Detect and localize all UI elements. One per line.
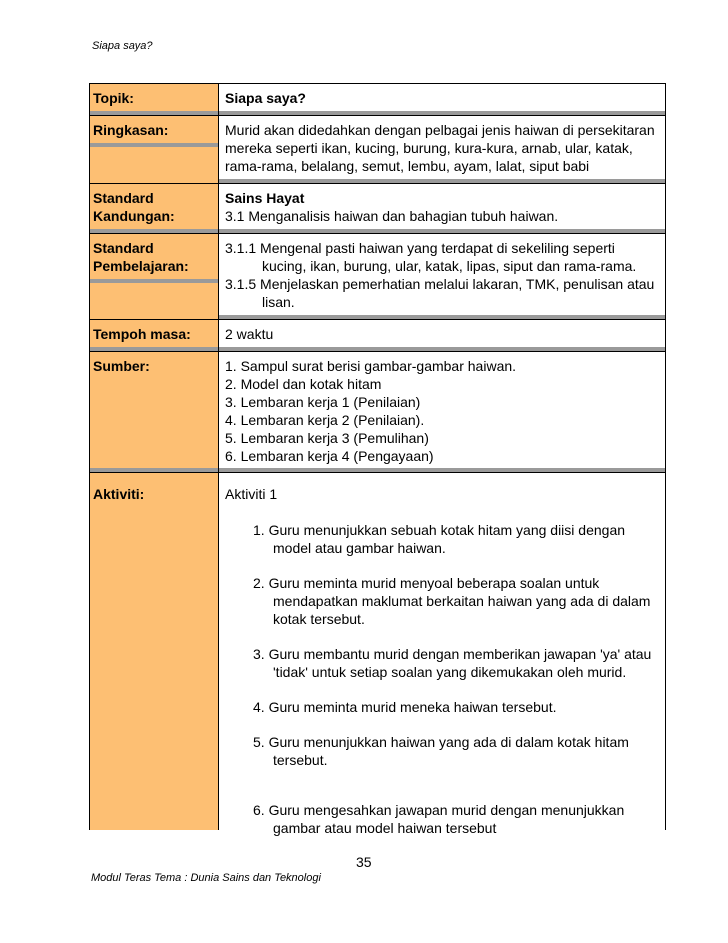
label-sumber: Sumber:	[90, 352, 218, 472]
running-header: Siapa saya?	[92, 40, 153, 52]
content-cell	[219, 352, 666, 473]
content-cell	[219, 184, 666, 234]
value-tempoh-masa: 2 waktu	[219, 320, 665, 351]
aktiviti-step: 6. Guru mengesahkan jawapan murid dengan menunjukkan gambar atau model haiwan tersebut	[253, 802, 625, 836]
list-item: 3. Lembaran kerja 1 (Penilaian)	[225, 394, 421, 410]
label-standard-pembelajaran	[90, 234, 218, 283]
aktiviti-step: 5. Guru menunjukkan haiwan yang ada di dalam kotak hitam tersebut.	[253, 734, 629, 768]
value-sumber	[219, 352, 665, 472]
list-item: 1. Sampul surat berisi gambar-gambar haiwan.	[225, 358, 517, 374]
standard-pembelajaran-item: 3.1.5 Menjelaskan pemerhatian melalui lakaran, TMK, penulisan atau lisan.	[225, 276, 655, 310]
sumber-list	[225, 357, 661, 465]
value-aktiviti	[219, 473, 665, 836]
label-ringkasan: Ringkasan:	[90, 116, 218, 147]
label-cell	[90, 234, 219, 320]
row-topik	[90, 84, 666, 116]
label-cell	[90, 320, 219, 352]
label-aktiviti: Aktiviti:	[93, 486, 145, 502]
standard-pembelajaran-item: 3.1.1 Mengenal pasti haiwan yang terdapat di sekeliling seperti kucing, ikan, burung, ular, katak, lipas, siput dan rama-rama.	[225, 240, 637, 274]
content-cell	[219, 320, 666, 352]
label-cell	[90, 473, 219, 831]
label-cell	[90, 116, 219, 184]
label-tempoh-masa: Tempoh masa:	[90, 320, 218, 351]
list-item: 5. Lembaran kerja 3 (Pemulihan)	[225, 430, 429, 446]
running-footer: Modul Teras Tema : Dunia Sains dan Teknologi	[91, 872, 321, 884]
row-ringkasan	[90, 116, 666, 184]
label-line: Standard	[93, 190, 154, 206]
aktiviti-step: 2. Guru meminta murid menyoal beberapa soalan untuk mendapatkan maklumat berkaitan haiwan yang ada di dalam kotak tersebut.	[253, 575, 651, 627]
label-cell	[90, 352, 219, 473]
value-standard-kandungan	[219, 184, 665, 233]
label-line: Pembelajaran:	[93, 258, 189, 274]
content-cell	[219, 473, 666, 836]
row-aktiviti	[90, 473, 666, 831]
list-item: 2. Model dan kotak hitam	[225, 376, 382, 392]
lesson-plan-table	[89, 83, 666, 836]
label-cell	[90, 184, 219, 234]
value-standard-pembelajaran	[219, 234, 665, 319]
label-topik: Topik:	[90, 84, 218, 115]
row-standard-kandungan	[90, 184, 666, 234]
aktiviti-step: 4. Guru meminta murid meneka haiwan tersebut.	[253, 699, 557, 715]
value-topik: Siapa saya?	[219, 84, 665, 115]
content-cell	[219, 234, 666, 320]
standard-kandungan-title: Sains Hayat	[225, 190, 305, 206]
label-cell	[90, 84, 219, 116]
aktiviti-title: Aktiviti 1	[225, 486, 278, 502]
list-item: 4. Lembaran kerja 2 (Penilaian).	[225, 412, 425, 428]
label-standard-kandungan	[90, 184, 218, 233]
label-line: Standard	[93, 240, 154, 256]
row-tempoh-masa	[90, 320, 666, 352]
content-cell	[219, 84, 666, 116]
aktiviti-step: 3. Guru membantu murid dengan memberikan jawapan 'ya' atau 'tidak' untuk setiap soalan yang dikemukakan oleh murid.	[253, 646, 652, 680]
label-line: Kandungan:	[93, 208, 175, 224]
content-cell	[219, 116, 666, 184]
page-number: 35	[356, 854, 372, 870]
list-item: 6. Lembaran kerja 4 (Pengayaan)	[225, 448, 434, 464]
row-standard-pembelajaran	[90, 234, 666, 320]
row-sumber	[90, 352, 666, 473]
aktiviti-step: 1. Guru menunjukkan sebuah kotak hitam yang diisi dengan model atau gambar haiwan.	[253, 522, 626, 556]
standard-kandungan-item: 3.1 Menganalisis haiwan dan bahagian tubuh haiwan.	[225, 208, 559, 224]
value-ringkasan: Murid akan didedahkan dengan pelbagai jenis haiwan di persekitaran mereka seperti ikan, kucing, burung, kura-kura, arnab, ular, katak, rama-rama, belalang, semut, lembu, ayam, lalat, siput babi	[219, 116, 665, 183]
